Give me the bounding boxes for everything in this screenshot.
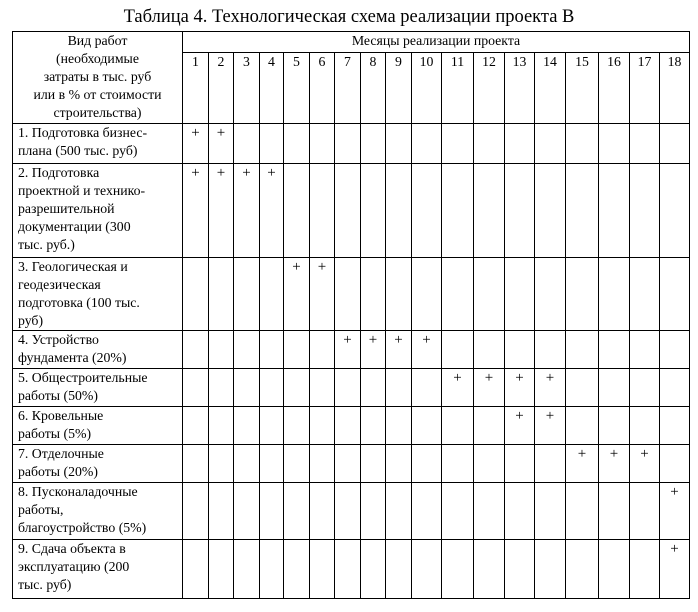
table-row (13, 258, 690, 331)
schedule-cell (566, 164, 599, 258)
schedule-cell (474, 407, 505, 445)
schedule-cell (660, 164, 690, 258)
work-type-label (13, 407, 183, 445)
month-number: 16 (599, 53, 630, 124)
schedule-cell (535, 483, 566, 540)
work-type-label (13, 331, 183, 369)
schedule-cell (599, 164, 630, 258)
text-line: 3. Геологическая и (18, 259, 128, 274)
schedule-cell (474, 258, 505, 331)
schedule-cell (335, 407, 361, 445)
month-number: 11 (442, 53, 474, 124)
schedule-cell (599, 124, 630, 164)
schedule-cell (566, 331, 599, 369)
table-row (13, 164, 690, 258)
text-line: (необходимые (56, 51, 139, 66)
schedule-cell (599, 540, 630, 599)
text-line: работы (5%) (18, 426, 92, 441)
text-line: 5. Общестроительные (18, 370, 148, 385)
schedule-cell (412, 369, 442, 407)
schedule-cell (209, 369, 234, 407)
schedule-mark: + (566, 445, 599, 483)
schedule-cell (412, 124, 442, 164)
schedule-cell (599, 258, 630, 331)
schedule-cell (442, 124, 474, 164)
schedule-cell (599, 483, 630, 540)
schedule-mark: + (535, 407, 566, 445)
schedule-cell (234, 445, 260, 483)
schedule-cell (183, 407, 209, 445)
text-line: разрешительной (18, 201, 115, 216)
month-number: 17 (630, 53, 660, 124)
month-number: 12 (474, 53, 505, 124)
schedule-cell (630, 540, 660, 599)
schedule-cell (535, 258, 566, 331)
schedule-mark: + (660, 483, 690, 540)
schedule-mark: + (660, 540, 690, 599)
schedule-cell (566, 407, 599, 445)
table-row (13, 483, 690, 540)
text-line: 7. Отделочные (18, 446, 104, 461)
schedule-cell (183, 540, 209, 599)
schedule-mark: + (630, 445, 660, 483)
months-header: Месяцы реализации проекта (183, 32, 690, 53)
schedule-cell (535, 124, 566, 164)
table-title: Таблица 4. Технологическая схема реализации проекта В (123, 7, 575, 27)
schedule-cell (566, 124, 599, 164)
work-type-header (13, 32, 183, 124)
work-type-label (13, 258, 183, 331)
schedule-cell (361, 445, 386, 483)
schedule-cell (284, 540, 310, 599)
schedule-cell (535, 164, 566, 258)
schedule-cell (412, 407, 442, 445)
schedule-mark: + (310, 258, 335, 331)
text-line: Вид работ (67, 33, 128, 48)
schedule-cell (234, 258, 260, 331)
schedule-cell (284, 369, 310, 407)
schedule-cell (284, 124, 310, 164)
schedule-cell (361, 164, 386, 258)
schedule-cell (630, 369, 660, 407)
month-number: 5 (284, 53, 310, 124)
schedule-cell (505, 331, 535, 369)
text-line: тыс. руб) (18, 577, 72, 592)
work-type-label (13, 164, 183, 258)
schedule-cell (335, 369, 361, 407)
schedule-mark: + (505, 407, 535, 445)
schedule-cell (630, 258, 660, 331)
schedule-cell (474, 540, 505, 599)
schedule-cell (335, 540, 361, 599)
schedule-mark: + (412, 331, 442, 369)
schedule-mark: + (386, 331, 412, 369)
schedule-mark: + (474, 369, 505, 407)
text-line: строительства) (53, 105, 142, 120)
schedule-cell (234, 407, 260, 445)
schedule-cell (310, 369, 335, 407)
schedule-cell (442, 164, 474, 258)
schedule-cell (599, 369, 630, 407)
schedule-cell (566, 540, 599, 599)
schedule-cell (260, 483, 284, 540)
schedule-cell (386, 540, 412, 599)
schedule-cell (310, 483, 335, 540)
schedule-cell (234, 124, 260, 164)
text-line: геодезическая (18, 277, 101, 292)
text-line: 8. Пусконаладочные (18, 484, 138, 499)
schedule-mark: + (209, 124, 234, 164)
schedule-cell (660, 331, 690, 369)
text-line: работы (20%) (18, 464, 98, 479)
schedule-cell (442, 258, 474, 331)
schedule-cell (361, 483, 386, 540)
schedule-cell (386, 445, 412, 483)
text-line: фундамента (20%) (18, 350, 127, 365)
schedule-cell (310, 164, 335, 258)
text-line: благоустройство (5%) (18, 520, 147, 535)
schedule-cell (234, 369, 260, 407)
schedule-cell (284, 331, 310, 369)
schedule-cell (660, 124, 690, 164)
schedule-cell (412, 483, 442, 540)
project-schedule-table (12, 31, 690, 599)
schedule-cell (442, 407, 474, 445)
schedule-cell (386, 407, 412, 445)
schedule-cell (209, 407, 234, 445)
schedule-cell (505, 258, 535, 331)
schedule-cell (442, 540, 474, 599)
schedule-cell (505, 445, 535, 483)
schedule-cell (310, 124, 335, 164)
text-line: работы, (18, 502, 64, 517)
month-number: 8 (361, 53, 386, 124)
text-line: 6. Кровельные (18, 408, 104, 423)
schedule-cell (660, 445, 690, 483)
schedule-cell (599, 407, 630, 445)
header-row (13, 32, 690, 53)
text-line: документации (300 (18, 219, 131, 234)
schedule-cell (284, 164, 310, 258)
schedule-cell (535, 445, 566, 483)
work-type-label (13, 124, 183, 164)
schedule-cell (209, 331, 234, 369)
schedule-mark: + (535, 369, 566, 407)
schedule-mark: + (183, 124, 209, 164)
schedule-cell (335, 258, 361, 331)
schedule-cell (386, 369, 412, 407)
month-number: 4 (260, 53, 284, 124)
schedule-cell (260, 124, 284, 164)
month-number: 1 (183, 53, 209, 124)
schedule-cell (310, 407, 335, 445)
schedule-cell (284, 407, 310, 445)
schedule-cell (630, 124, 660, 164)
month-number: 7 (335, 53, 361, 124)
text-line: эксплуатацию (200 (18, 559, 130, 574)
text-line: 9. Сдача объекта в (18, 541, 126, 556)
schedule-cell (412, 540, 442, 599)
schedule-cell (630, 164, 660, 258)
schedule-cell (386, 164, 412, 258)
month-number: 15 (566, 53, 599, 124)
schedule-cell (183, 369, 209, 407)
table-row (13, 407, 690, 445)
schedule-cell (660, 258, 690, 331)
schedule-cell (209, 483, 234, 540)
schedule-cell (260, 258, 284, 331)
schedule-cell (361, 407, 386, 445)
month-number: 14 (535, 53, 566, 124)
text-line: 2. Подготовка (18, 165, 100, 180)
schedule-cell (361, 258, 386, 331)
schedule-cell (284, 445, 310, 483)
schedule-cell (566, 369, 599, 407)
schedule-cell (535, 540, 566, 599)
schedule-cell (260, 445, 284, 483)
text-line: плана (500 тыс. руб) (18, 143, 138, 158)
text-line: работы (50%) (18, 388, 98, 403)
schedule-cell (630, 407, 660, 445)
schedule-cell (310, 331, 335, 369)
table-row (13, 445, 690, 483)
schedule-cell (260, 369, 284, 407)
schedule-cell (183, 445, 209, 483)
schedule-cell (209, 258, 234, 331)
schedule-cell (412, 164, 442, 258)
schedule-mark: + (505, 369, 535, 407)
month-number: 2 (209, 53, 234, 124)
text-line: тыс. руб.) (18, 237, 75, 252)
schedule-cell (599, 331, 630, 369)
schedule-mark: + (335, 331, 361, 369)
text-line: 4. Устройство (18, 332, 99, 347)
schedule-cell (474, 331, 505, 369)
schedule-cell (566, 483, 599, 540)
text-line: проектной и технико- (18, 183, 146, 198)
table-row (13, 331, 690, 369)
schedule-cell (442, 483, 474, 540)
schedule-cell (505, 540, 535, 599)
schedule-cell (310, 540, 335, 599)
table-row (13, 369, 690, 407)
month-number: 10 (412, 53, 442, 124)
schedule-cell (209, 445, 234, 483)
schedule-cell (335, 483, 361, 540)
schedule-mark: + (183, 164, 209, 258)
schedule-mark: + (234, 164, 260, 258)
schedule-cell (183, 258, 209, 331)
schedule-cell (412, 445, 442, 483)
schedule-cell (361, 369, 386, 407)
schedule-mark: + (442, 369, 474, 407)
schedule-cell (386, 124, 412, 164)
text-line: 1. Подготовка бизнес- (18, 125, 148, 140)
schedule-cell (630, 331, 660, 369)
schedule-cell (335, 445, 361, 483)
schedule-cell (183, 483, 209, 540)
schedule-mark: + (260, 164, 284, 258)
schedule-mark: + (209, 164, 234, 258)
schedule-cell (660, 369, 690, 407)
schedule-cell (234, 540, 260, 599)
schedule-cell (630, 483, 660, 540)
table-row (13, 124, 690, 164)
schedule-cell (361, 540, 386, 599)
schedule-cell (505, 124, 535, 164)
schedule-cell (209, 540, 234, 599)
text-line: или в % от стоимости (33, 87, 162, 102)
schedule-cell (474, 124, 505, 164)
schedule-cell (566, 258, 599, 331)
schedule-cell (335, 124, 361, 164)
schedule-cell (505, 164, 535, 258)
schedule-mark: + (284, 258, 310, 331)
schedule-cell (260, 540, 284, 599)
schedule-cell (442, 445, 474, 483)
schedule-cell (474, 445, 505, 483)
schedule-cell (535, 331, 566, 369)
schedule-cell (442, 331, 474, 369)
schedule-cell (386, 483, 412, 540)
work-type-label (13, 369, 183, 407)
schedule-cell (284, 483, 310, 540)
schedule-cell (361, 124, 386, 164)
schedule-cell (183, 331, 209, 369)
schedule-cell (310, 445, 335, 483)
month-number: 18 (660, 53, 690, 124)
table-row (13, 540, 690, 599)
schedule-cell (234, 483, 260, 540)
schedule-mark: + (599, 445, 630, 483)
schedule-cell (234, 331, 260, 369)
text-line: подготовка (100 тыс. (18, 295, 140, 310)
schedule-cell (660, 407, 690, 445)
schedule-cell (260, 407, 284, 445)
month-number: 13 (505, 53, 535, 124)
schedule-cell (474, 483, 505, 540)
schedule-cell (335, 164, 361, 258)
text-line: руб) (18, 313, 44, 328)
schedule-cell (412, 258, 442, 331)
month-number: 6 (310, 53, 335, 124)
schedule-cell (260, 331, 284, 369)
work-type-label (13, 483, 183, 540)
work-type-label (13, 445, 183, 483)
month-number: 9 (386, 53, 412, 124)
schedule-cell (474, 164, 505, 258)
schedule-cell (505, 483, 535, 540)
schedule-cell (386, 258, 412, 331)
text-line: затраты в тыс. руб (43, 69, 152, 84)
schedule-mark: + (361, 331, 386, 369)
work-type-label (13, 540, 183, 599)
month-number: 3 (234, 53, 260, 124)
